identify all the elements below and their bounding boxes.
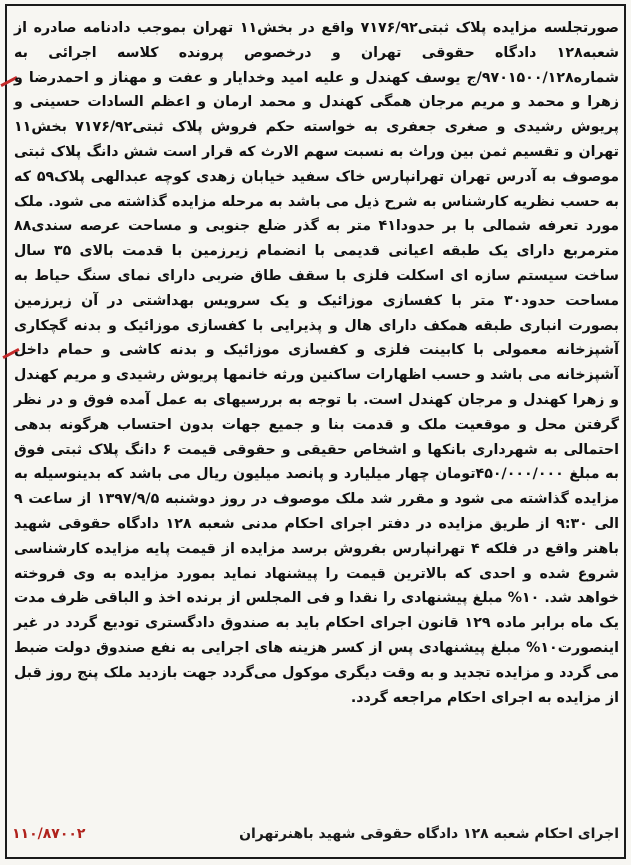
- notice-paragraph: صورتجلسه مزایده پلاک ثبتی۷۱۷۶/۹۲ واقع در بخش۱۱ تهران بموجب دادنامه صادره از شعبه۱۲۸ دادگاه حقوقی تهران و درخصوص پرونده کلاسه اجرائی به شماره۹۷۰۱۵۰۰/۱۲۸/ج یوسف کهندل و علیه امید وخدایار و عفت و مهناز و احمدرضا و زهرا و محمد و مریم مرجان همگی کهندل و محمد ارمان و اعظم السادات حسینی و پریوش رشیدی و صغری جعفری به خواسته حکم فروش پلاک ثبتی۷۱۷۶/۹۲ بخش۱۱ تهران و تقسیم ثمن بین وراث به نسبت سهم الارث که قرار است شش دانگ پلاک ثبتی موصوف به آدرس تهران تهرانپارس خاک سفید خیابان زهدی کوچه عبدالهی پلاک۵۹ که به حسب نظریه کارشناس به شرح ذیل می باشد به مرحله مزایده گذاشته می شود. ملک مورد تعرفه شمالی با بر حدودا۴۱ متر به گذر ضلع جنوبی و مساحت عرصه سندی۸۸ مترمربع دارای یک طبقه اعیانی قدیمی با انضمام زیرزمین با قدمت بالای ۳۵ سال ساخت سیستم سازه ای اسکلت فلزی با سقف طاق ضربی دارای نمای سنگ حیاط به مساحت حدود۳۰ متر با کفسازی موزائیک و یک سرویس بهداشتی در آن زیرزمین بصورت انباری طبقه همکف دارای هال و پذیرایی با کفسازی موزائیک و بدنه گچکاری آشپزخانه معمولی با کابینت فلزی و کفسازی موزائیک و بدنه کاشی و حمام داخل آشپزخانه می باشد و حسب اظهارات ساکنین ورثه خانمها پریوش رشیدی و مریم کهندل و زهرا کهندل و مرجان کهندل است. با توجه به بررسیهای به عمل آمده فوق و در نظر گرفتن محل و موقعیت ملک و قدمت بنا و جمیع جهات بدون احتساب هرگونه بدهی احتمالی به شهرداری بانکها و اشخاص حقیقی و حقوقی قیمت ۶ دانگ پلاک ثبتی فوق به مبلغ ۴۵۰/۰۰۰/۰۰۰تومان چهار میلیارد و پانصد میلیون ریال می باشد که بدینوسیله به مزایده گذاشته می شود و مقرر شد ملک موصوف در روز دوشنبه ۱۳۹۷/۹/۵ از ساعت ۹ الی ۹:۳۰ از طریق مزایده در دفتر اجرای احکام مدنی شعبه ۱۲۸ دادگاه حقوقی شهید باهنر واقع در فلکه ۴ تهرانپارس بفروش برسد مزایده از قیمت پایه مزایده کارشناسی شروع شده و احدی که بالاترین قیمت را پیشنهاد نماید بمورد مزایده به وی فروخته خواهد شد. ۱۰% مبلغ پیشنهادی را نقدا و فی المجلس از برنده اخذ و الباقی ظرف مدت یک ماه برابر ماده ۱۲۹ قانون اجرای احکام باید به صندوق دادگستری تودیع گردد در غیر اینصورت۱۰% مبلغ پیشنهادی پس از کسر هزینه های اجرایی به نفع صندوق دولت ضبط می گردد و مزایده تجدید و به وقت دیگری موکول می‌گردد جهت بازدید ملک پنج روز قبل از مزایده به اجرای احکام مراجعه گردد.: [14, 20, 620, 706]
- issuer-name: اجرای احکام شعبه ۱۲۸ دادگاه حقوقی شهید باهنرتهران: [239, 826, 619, 842]
- notice-body: [14, 16, 619, 710]
- notice-footer: [12, 821, 619, 847]
- notice-code: ۱۱۰/۸۷۰۰۲: [12, 826, 86, 842]
